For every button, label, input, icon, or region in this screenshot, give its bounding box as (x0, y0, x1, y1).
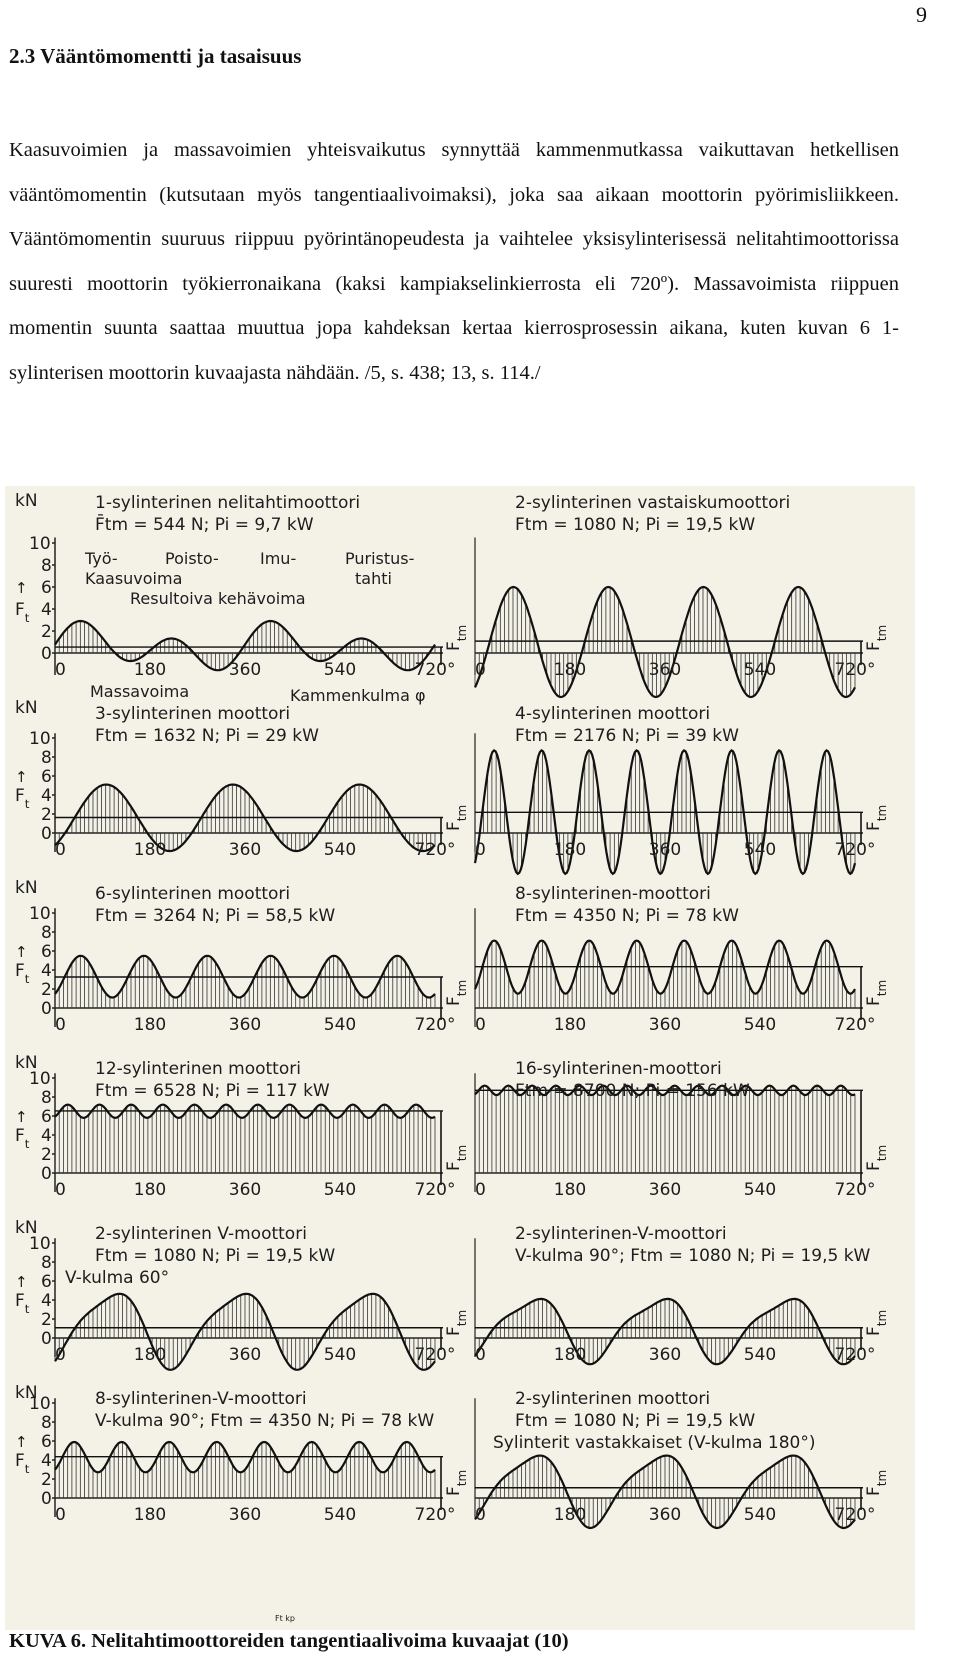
chart-p6 (475, 884, 889, 1035)
x-tick-label: 360 (228, 660, 262, 680)
chart-p8 (475, 1059, 889, 1200)
chart-subtitle: F̄tm = 544 N; Pi = 9,7 kW (95, 515, 314, 535)
y-tick-label: 10 (29, 1234, 51, 1254)
crank-angle-label: Kammenkulma φ (290, 686, 426, 705)
x-tick-label: 180 (553, 1505, 587, 1525)
x-tick-label: 0 (55, 1015, 66, 1035)
y-tick-label: 8 (41, 748, 52, 768)
mean-label: $F_{tm}$ (444, 1144, 469, 1171)
gas-force-label: Kaasuvoima (85, 569, 183, 588)
x-tick-label: 360 (228, 1345, 262, 1365)
y-arrow: ↑ (15, 943, 28, 961)
y-tick-label: 2 (41, 1145, 52, 1165)
phase-label-exhaust: Poisto- (165, 549, 219, 568)
y-unit-label: kN (15, 698, 38, 718)
x-tick-label: 360 (228, 1505, 262, 1525)
x-tick-label: 180 (133, 660, 167, 680)
y-tick-label: 4 (41, 600, 52, 620)
chart-p11 (15, 1383, 469, 1525)
x-tick-label: 0 (475, 1015, 486, 1035)
mean-label: $F_{tm}$ (444, 624, 469, 651)
y-tick-label: 8 (41, 1413, 52, 1433)
y-force-label: $F_t$ (15, 1126, 30, 1151)
x-tick-label: 360 (228, 1015, 262, 1035)
x-tick-label: 540 (323, 1345, 357, 1365)
y-tick-label: 0 (41, 1329, 52, 1349)
y-tick-label: 4 (41, 1126, 52, 1146)
phase-label-stroke: tahti (355, 569, 392, 588)
y-force-label: $F_t$ (15, 961, 30, 986)
chart-title: 6-sylinterinen moottori (95, 884, 291, 904)
y-force-label: $F_t$ (15, 1451, 30, 1476)
x-tick-label: 0 (55, 1345, 66, 1365)
y-tick-label: 2 (41, 805, 52, 825)
y-tick-label: 6 (41, 1432, 52, 1452)
y-unit-label: kN (15, 1383, 38, 1403)
x-tick-label: 720° (834, 1345, 876, 1365)
chart-title: 2-sylinterinen V-moottori (95, 1224, 307, 1244)
y-tick-label: 4 (41, 961, 52, 981)
x-tick-label: 360 (648, 660, 682, 680)
mean-label: $F_{tm}$ (444, 1309, 469, 1336)
x-tick-label: 180 (553, 1345, 587, 1365)
y-force-label: $F_t$ (15, 786, 30, 811)
phase-label-intake: Imu- (260, 549, 297, 568)
chart-title: 8-sylinterinen-moottori (515, 884, 711, 904)
mass-force-label: Massavoima (90, 682, 190, 701)
mean-label: $F_{tm}$ (444, 804, 469, 831)
chart-subtitle: Ftm = 8700 N; Pi = 156 kW (515, 1081, 750, 1101)
x-tick-label: 720° (834, 1015, 876, 1035)
x-tick-label: 540 (323, 840, 357, 860)
x-tick-label: 180 (133, 1505, 167, 1525)
x-tick-label: 540 (743, 840, 777, 860)
chart-p12 (475, 1389, 889, 1528)
chart-title: 2-sylinterinen moottori (515, 1389, 711, 1409)
x-tick-label: 180 (133, 1345, 167, 1365)
y-tick-label: 6 (41, 767, 52, 787)
y-tick-label: 10 (29, 1069, 51, 1089)
y-arrow: ↑ (15, 768, 28, 786)
mean-label: $F_{tm}$ (444, 979, 469, 1006)
y-unit-label: kN (15, 878, 38, 898)
x-tick-label: 360 (648, 1345, 682, 1365)
y-force-label: $F_t$ (15, 600, 30, 625)
y-tick-label: 10 (29, 729, 51, 749)
x-tick-label: 360 (648, 840, 682, 860)
chart-p4 (475, 704, 889, 874)
y-arrow: ↑ (15, 579, 28, 597)
chart-subtitle: Ftm = 1080 N; Pi = 19,5 kW (515, 1411, 756, 1431)
chart-subtitle: Ftm = 2176 N; Pi = 39 kW (515, 726, 739, 746)
x-tick-label: 360 (228, 1180, 262, 1200)
y-tick-label: 6 (41, 1107, 52, 1127)
chart-note: Sylinterit vastakkaiset (V-kulma 180°) (493, 1433, 816, 1453)
x-tick-label: 540 (743, 1180, 777, 1200)
y-tick-label: 2 (41, 622, 52, 642)
x-tick-label: 720° (834, 1505, 876, 1525)
chart-title: 8-sylinterinen-V-moottori (95, 1389, 307, 1409)
y-tick-label: 0 (41, 824, 52, 844)
x-tick-label: 720° (414, 840, 456, 860)
y-tick-label: 0 (41, 644, 52, 664)
x-tick-label: 0 (55, 1505, 66, 1525)
y-tick-label: 8 (41, 923, 52, 943)
x-tick-label: 180 (553, 1015, 587, 1035)
x-tick-label: 540 (323, 1505, 357, 1525)
y-tick-label: 6 (41, 942, 52, 962)
phase-label-work: Työ- (85, 549, 118, 568)
y-tick-label: 0 (41, 1164, 52, 1184)
y-tick-label: 4 (41, 1291, 52, 1311)
x-tick-label: 0 (475, 660, 486, 680)
x-tick-label: 180 (133, 1015, 167, 1035)
chart-p7 (15, 1053, 469, 1200)
x-tick-label: 540 (743, 1505, 777, 1525)
y-arrow: ↑ (15, 1273, 28, 1291)
chart-p5 (15, 878, 469, 1035)
x-tick-label: 540 (323, 1015, 357, 1035)
x-tick-label: 540 (743, 1345, 777, 1365)
y-tick-label: 4 (41, 786, 52, 806)
chart-title: 1-sylinterinen nelitahtimoottori (95, 493, 361, 513)
mean-label: $F_{tm}$ (864, 1469, 889, 1496)
y-unit-label: kN (15, 491, 38, 511)
x-tick-label: 540 (743, 1015, 777, 1035)
y-tick-label: 8 (41, 1088, 52, 1108)
chart-title: 2-sylinterinen vastaiskumoottori (515, 493, 791, 513)
x-tick-label: 720° (414, 1505, 456, 1525)
y-tick-label: 2 (41, 980, 52, 1000)
y-tick-label: 10 (29, 534, 51, 554)
x-tick-label: 720° (834, 660, 876, 680)
mean-label: $F_{tm}$ (864, 1144, 889, 1171)
x-tick-label: 360 (648, 1180, 682, 1200)
y-tick-label: 4 (41, 1451, 52, 1471)
mean-label: $F_{tm}$ (444, 1469, 469, 1496)
y-arrow: ↑ (15, 1433, 28, 1451)
y-unit-label: kN (15, 1053, 38, 1073)
figure-caption: KUVA 6. Nelitahtimoottoreiden tangentiaalivoima kuvaajat (10) (9, 1630, 569, 1652)
chart-title: 3-sylinterinen moottori (95, 704, 291, 724)
chart-title: 4-sylinterinen moottori (515, 704, 711, 724)
x-tick-label: 0 (55, 840, 66, 860)
chart-subtitle: Ftm = 1632 N; Pi = 29 kW (95, 726, 319, 746)
x-tick-label: 360 (648, 1505, 682, 1525)
chart-subtitle: Ftm = 3264 N; Pi = 58,5 kW (95, 906, 336, 926)
y-force-label: $F_t$ (15, 1291, 30, 1316)
chart-subtitle: Ftm = 1080 N; Pi = 19,5 kW (95, 1246, 336, 1266)
chart-subtitle: Ftm = 4350 N; Pi = 78 kW (515, 906, 739, 926)
y-tick-label: 10 (29, 1394, 51, 1414)
x-tick-label: 0 (475, 1345, 486, 1365)
figure (5, 486, 915, 1630)
mean-label: $F_{tm}$ (864, 624, 889, 651)
y-tick-label: 6 (41, 1272, 52, 1292)
x-tick-label: 180 (553, 1180, 587, 1200)
y-tick-label: 10 (29, 904, 51, 924)
bottom-mark: Ft kp (275, 1614, 295, 1623)
x-tick-label: 540 (743, 660, 777, 680)
y-tick-label: 2 (41, 1470, 52, 1490)
chart-p3 (15, 698, 469, 860)
chart-p10 (475, 1224, 889, 1365)
x-tick-label: 720° (414, 1180, 456, 1200)
y-arrow: ↑ (15, 1108, 28, 1126)
x-tick-label: 720° (834, 840, 876, 860)
y-tick-label: 8 (41, 556, 52, 576)
y-tick-label: 8 (41, 1253, 52, 1273)
chart-p1 (15, 491, 469, 705)
chart-subtitle: Ftm = 1080 N; Pi = 19,5 kW (515, 515, 756, 535)
x-tick-label: 0 (55, 1180, 66, 1200)
x-tick-label: 720° (414, 1345, 456, 1365)
x-tick-label: 360 (648, 1015, 682, 1035)
x-tick-label: 0 (475, 1505, 486, 1525)
mean-label: $F_{tm}$ (864, 1309, 889, 1336)
x-tick-label: 180 (133, 840, 167, 860)
y-tick-label: 0 (41, 1489, 52, 1509)
chart-title: 12-sylinterinen moottori (95, 1059, 301, 1079)
y-tick-label: 0 (41, 999, 52, 1019)
paragraph: Kaasuvoimien ja massavoimien yhteisvaikutus synnyttää kammenmutkassa vaikuttavan hetkellisen vääntömomentin (kutsutaan myös tangentiaalivoimaksi), joka saa aikaan moottorin pyörimisliikkeen. Vääntömomentin suuruus riippuu pyörintänopeudesta ja vaihtelee yksisylinterisessä nelitahtimoottorissa suuresti moottorin työkierronaikana (kaksi kampiakselinkierrosta eli 720º). Massavoimista riippuen momentin suunta saattaa muuttua jopa kahdeksan kertaa kierrosprosessin aikana, kuten kuvan 6 1-sylinterisen moottorin kuvaajasta nähdään. /5, s. 438; 13, s. 114./ (9, 139, 899, 384)
x-tick-label: 0 (55, 660, 66, 680)
chart-subtitle: Ftm = 6528 N; Pi = 117 kW (95, 1081, 330, 1101)
body-text (9, 128, 899, 395)
y-unit-label: kN (15, 1218, 38, 1238)
chart-subtitle: V-kulma 90°; Ftm = 4350 N; Pi = 78 kW (95, 1411, 435, 1431)
y-tick-label: 6 (41, 578, 52, 598)
x-tick-label: 180 (133, 1180, 167, 1200)
chart-subtitle: V-kulma 90°; Ftm = 1080 N; Pi = 19,5 kW (515, 1246, 871, 1266)
page-number: 9 (916, 2, 927, 27)
chart-title: 16-sylinterinen-moottori (515, 1059, 722, 1079)
chart-p2 (475, 493, 889, 697)
chart-p9 (15, 1218, 469, 1370)
x-tick-label: 720° (414, 660, 456, 680)
chart-note: V-kulma 60° (65, 1268, 170, 1288)
phase-label-compression: Puristus- (345, 549, 415, 568)
mean-label: $F_{tm}$ (864, 979, 889, 1006)
x-tick-label: 0 (475, 1180, 486, 1200)
torque-charts-figure (5, 486, 915, 1630)
x-tick-label: 180 (553, 840, 587, 860)
x-tick-label: 720° (414, 1015, 456, 1035)
x-tick-label: 720° (834, 1180, 876, 1200)
x-tick-label: 360 (228, 840, 262, 860)
y-tick-label: 2 (41, 1310, 52, 1330)
x-tick-label: 0 (475, 840, 486, 860)
resultant-force-label: Resultoiva kehävoima (130, 589, 306, 608)
x-tick-label: 540 (323, 1180, 357, 1200)
section-heading: 2.3 Vääntömomentti ja tasaisuus (9, 44, 302, 68)
mean-label: $F_{tm}$ (864, 804, 889, 831)
x-tick-label: 180 (553, 660, 587, 680)
chart-title: 2-sylinterinen-V-moottori (515, 1224, 727, 1244)
x-tick-label: 540 (323, 660, 357, 680)
